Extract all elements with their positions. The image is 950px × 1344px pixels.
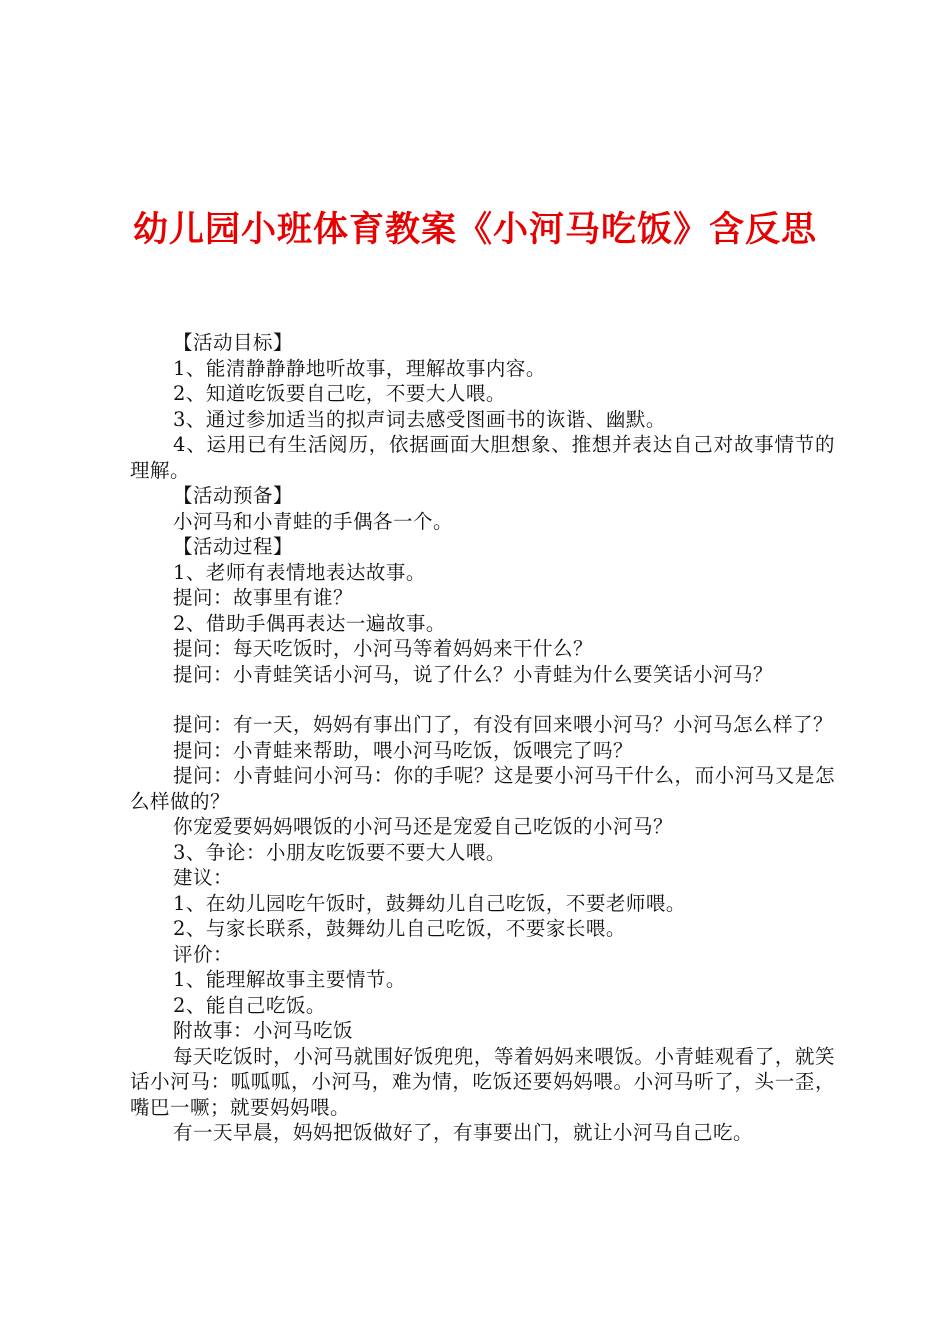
evaluation-item: 2、能自己吃饭。: [173, 993, 326, 1017]
preparation-text: 小河马和小青蛙的手偶各一个。: [173, 509, 454, 533]
goal-item: 2、知道吃饭要自己吃，不要大人喂。: [173, 382, 506, 405]
story-paragraph: 每天吃饭时，小河马就围好饭兜兜，等着妈妈来喂饭。小青蛙观看了，就笑话小河马：呱呱呱，小河马，难为情，吃饭还要妈妈喂。小河马听了，头一歪，嘴巴一噘；就要妈妈喂。: [130, 1044, 835, 1119]
question-item: 提问：有一天，妈妈有事出门了，有没有回来喂小河马？小河马怎么样了？: [173, 713, 834, 736]
story-paragraph: 有一天早晨，妈妈把饭做好了，有事要出门，就让小河马自己吃。: [173, 1121, 754, 1144]
goal-item: 1、能清静静静地听故事，理解故事内容。: [173, 356, 546, 380]
suggestion-item: 2、与家长联系，鼓舞幼儿自己吃饭，不要家长喂。: [173, 917, 626, 940]
process-step: 3、争论：小朋友吃饭要不要大人喂。: [173, 840, 506, 864]
section-heading-preparation: 【活动预备】: [173, 484, 294, 507]
process-step: 1、老师有表情地表达故事。: [173, 560, 426, 584]
question-item: 提问：小青蛙来帮助，喂小河马吃饭，饭喂完了吗？: [173, 738, 634, 762]
question-item: 你宠爱要妈妈喂饭的小河马还是宠爱自己吃饭的小河马？: [173, 815, 674, 838]
evaluation-heading: 评价：: [173, 942, 234, 966]
section-heading-process: 【活动过程】: [173, 535, 294, 558]
question-item: 提问：小青蛙笑话小河马，说了什么？小青蛙为什么要笑话小河马？: [173, 662, 774, 686]
paragraph-spacer: [130, 687, 835, 712]
document-body: [130, 330, 835, 1146]
suggestion-heading: 建议：: [173, 866, 234, 889]
goal-item: 4、运用已有生活阅历，依据画面大胆想象、推想并表达自己对故事情节的理解。: [130, 433, 835, 482]
section-heading-goals: 【活动目标】: [173, 331, 294, 354]
document-title: 幼儿园小班体育教案《小河马吃饭》含反思: [132, 209, 817, 250]
process-step: 2、借助手偶再表达一遍故事。: [173, 611, 446, 635]
goal-item: 3、通过参加适当的拟声词去感受图画书的诙谐、幽默。: [173, 407, 666, 431]
question-item: 提问：故事里有谁？: [173, 586, 354, 609]
question-item: 提问：每天吃饭时，小河马等着妈妈来干什么？: [173, 637, 594, 660]
evaluation-item: 1、能理解故事主要情节。: [173, 968, 406, 991]
story-heading: 附故事：小河马吃饭: [173, 1019, 354, 1042]
question-item: 提问：小青蛙问小河马：你的手呢？这是要小河马干什么，而小河马又是怎么样做的？: [130, 764, 835, 813]
suggestion-item: 1、在幼儿园吃午饭时，鼓舞幼儿自己吃饭，不要老师喂。: [173, 891, 686, 915]
